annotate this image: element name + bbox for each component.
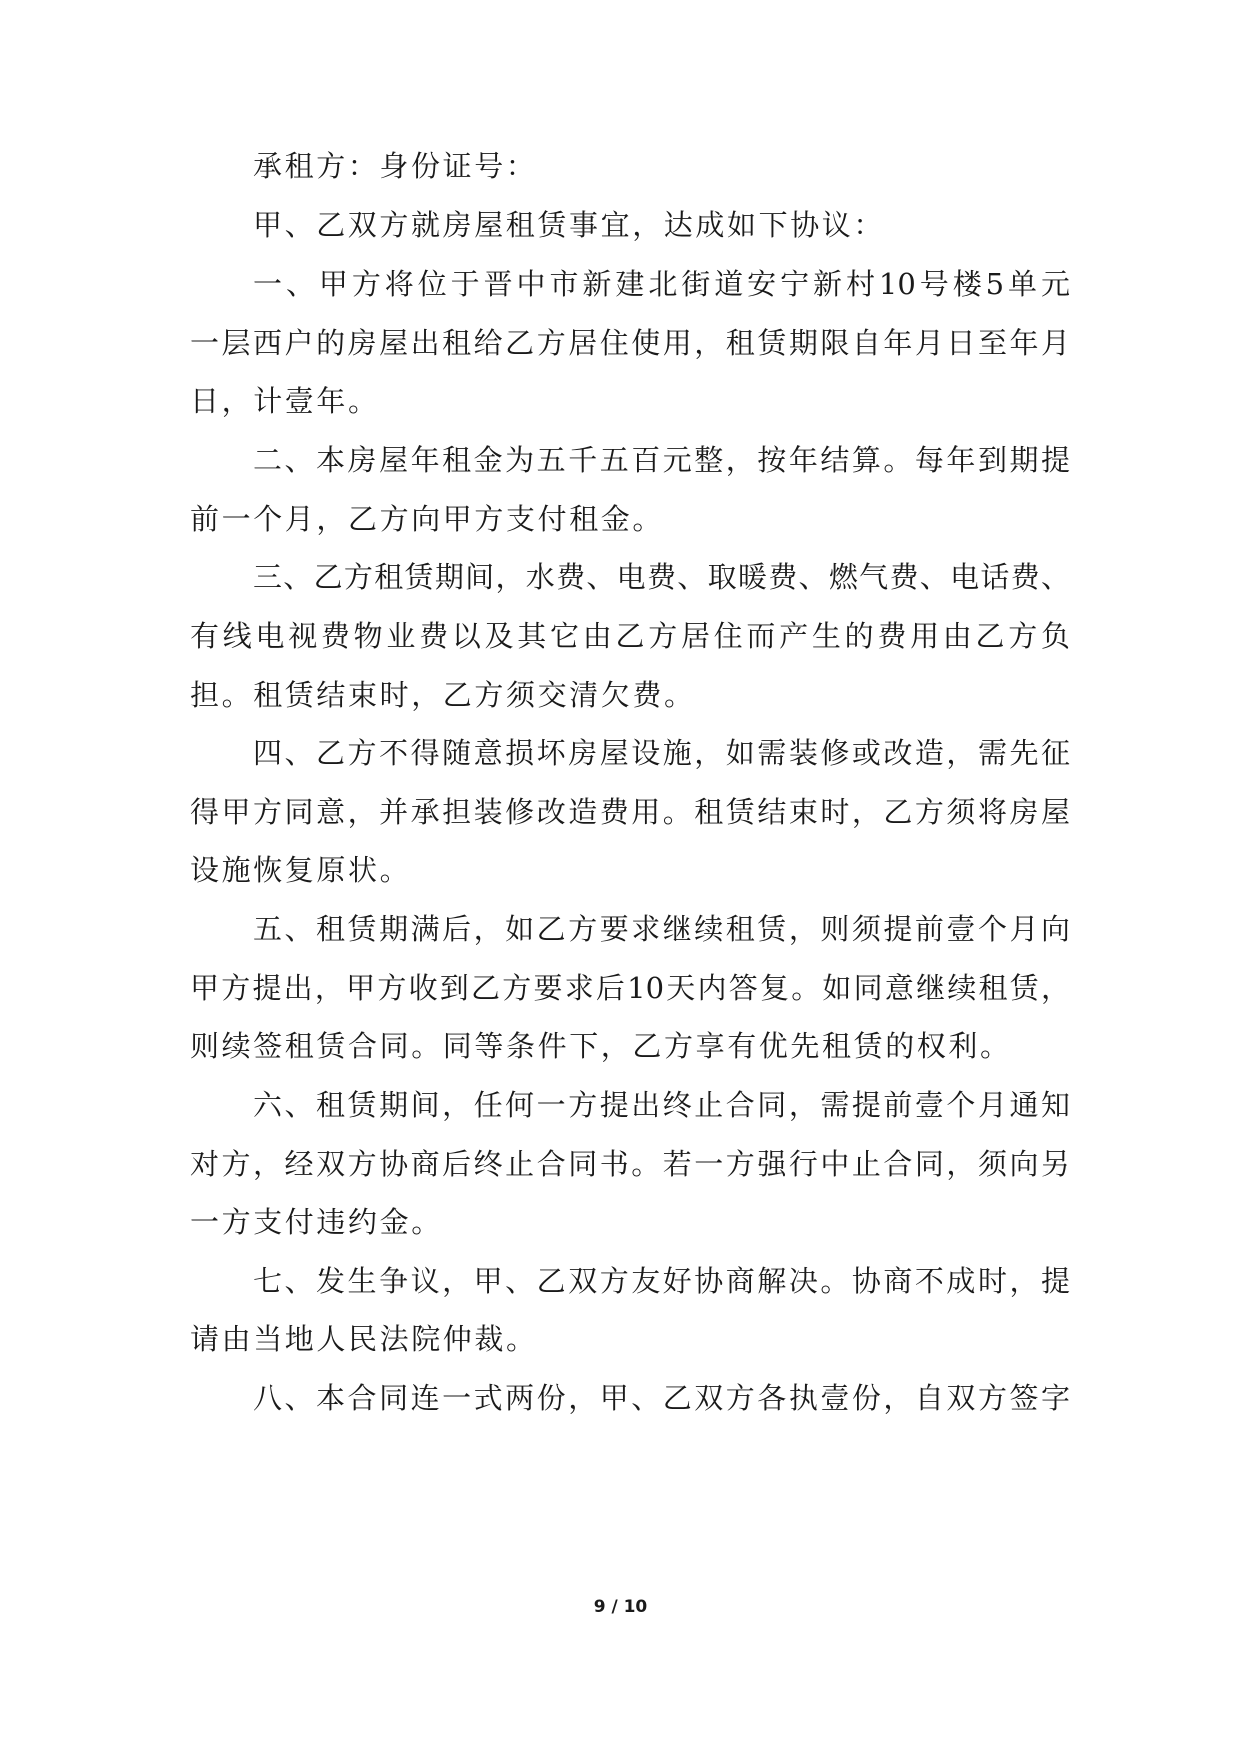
text-line: 五、租赁期满后，如乙方要求继续租赁，则须提前壹个月向 bbox=[253, 912, 1070, 946]
text-line: 二、本房屋年租金为五千五百元整，按年结算。每年到期提 bbox=[253, 443, 1070, 477]
text-line: 甲、乙双方就房屋租赁事宜，达成如下协议： bbox=[253, 208, 886, 242]
text-line: 八、本合同连一式两份，甲、乙双方各执壹份，自双方签字 bbox=[253, 1381, 1070, 1415]
text-line: 甲方提出，甲方收到乙方要求后10天内答复。如同意继续租赁， bbox=[190, 971, 1070, 1005]
text-line: 三、乙方租赁期间，水费、电费、取暖费、燃气费、电话费、 bbox=[253, 560, 1070, 594]
text-line: 得甲方同意，并承担装修改造费用。租赁结束时，乙方须将房屋 bbox=[190, 795, 1070, 829]
text-line: 担。租赁结束时，乙方须交清欠费。 bbox=[190, 678, 696, 712]
text-line: 前一个月，乙方向甲方支付租金。 bbox=[190, 502, 665, 536]
text-line: 有线电视费物业费以及其它由乙方居住而产生的费用由乙方负 bbox=[190, 619, 1070, 653]
text-line: 设施恢复原状。 bbox=[190, 853, 412, 887]
text-line: 一、甲方将位于晋中市新建北街道安宁新村10号楼5单元 bbox=[253, 267, 1070, 301]
text-line: 六、租赁期间，任何一方提出终止合同，需提前壹个月通知 bbox=[253, 1088, 1070, 1122]
text-line: 请由当地人民法院仲裁。 bbox=[190, 1322, 538, 1356]
text-line: 一层西户的房屋出租给乙方居住使用，租赁期限自年月日至年月 bbox=[190, 326, 1070, 360]
text-line: 承租方：身份证号： bbox=[253, 149, 538, 183]
text-line: 日，计壹年。 bbox=[190, 384, 380, 418]
text-line: 一方支付违约金。 bbox=[190, 1205, 443, 1239]
page-number: 9 / 10 bbox=[593, 1597, 648, 1617]
text-line: 对方，经双方协商后终止合同书。若一方强行中止合同，须向另 bbox=[190, 1147, 1070, 1181]
text-line: 四、乙方不得随意损坏房屋设施，如需装修或改造，需先征 bbox=[253, 736, 1070, 770]
text-line: 七、发生争议，甲、乙双方友好协商解决。协商不成时，提 bbox=[253, 1264, 1070, 1298]
text-line: 则续签租赁合同。同等条件下，乙方享有优先租赁的权利。 bbox=[190, 1029, 1012, 1063]
